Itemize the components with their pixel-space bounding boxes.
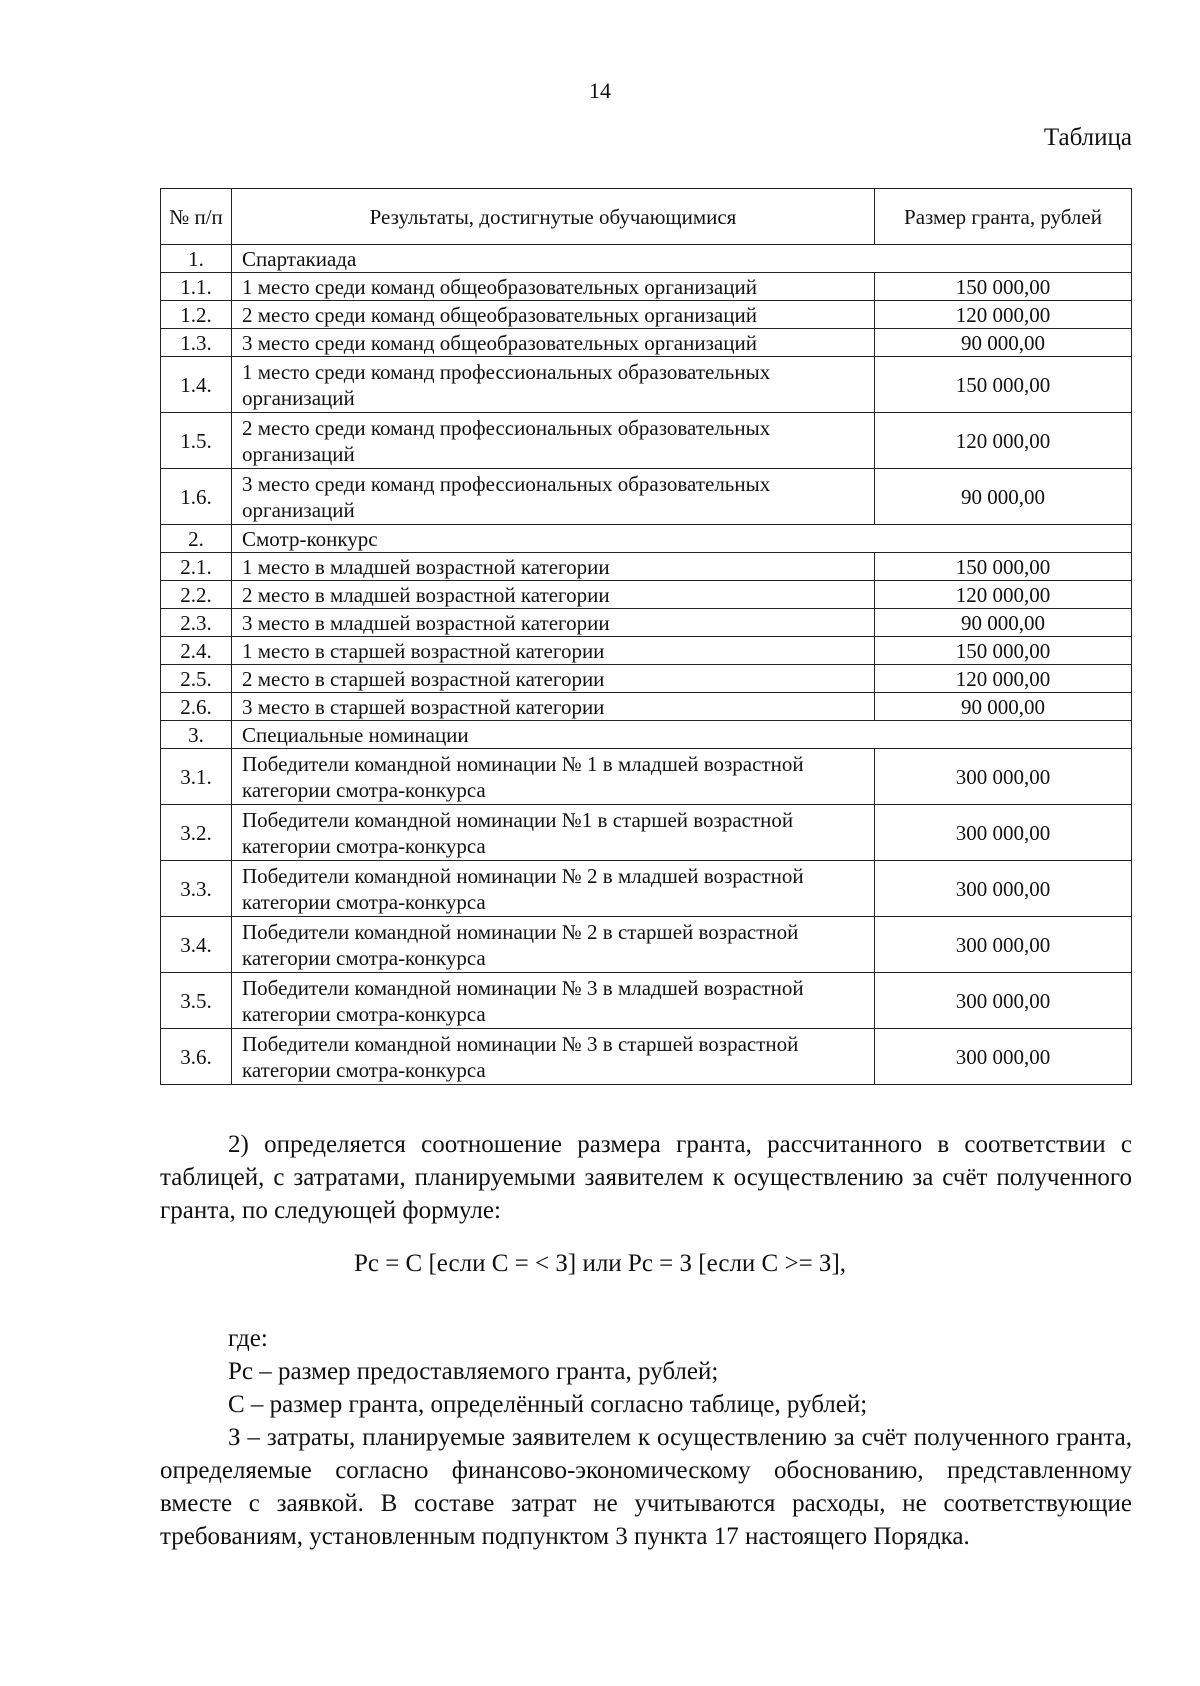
row-amount: 90 000,00 — [875, 329, 1132, 357]
row-amount: 120 000,00 — [875, 581, 1132, 609]
table-row — [161, 609, 1132, 637]
grants-table — [160, 188, 1132, 1085]
definitions-block — [160, 1355, 1132, 1553]
row-amount: 90 000,00 — [875, 609, 1132, 637]
row-number: 1.1. — [161, 273, 232, 301]
section-title: Смотр-конкурс — [232, 525, 1132, 553]
table-row — [161, 693, 1132, 721]
table-section-row — [161, 721, 1132, 749]
paragraph-formula-intro: 2) определяется соотношение размера гранта, рассчитанного в соответствии с таблицей, с затратами, планируемыми заявителем к осуществлению за счёт полученного гранта, по следующей формуле: — [160, 1131, 1132, 1224]
table-row — [161, 805, 1132, 861]
row-amount: 150 000,00 — [875, 357, 1132, 413]
definition-z: З – затраты, планируемые заявителем к осуществлению за счёт полученного гранта, определяемые согласно финансово-экономическому обоснованию, представленному вместе с заявкой. В составе затрат не учитываются расходы, не соответствующие требованиям, установленным подпунктом 3 пункта 17 настоящего Порядка. — [160, 1424, 1132, 1550]
row-result: 3 место в старшей возрастной категории — [232, 693, 875, 721]
row-number: 3.6. — [161, 1029, 232, 1085]
row-number: 1.3. — [161, 329, 232, 357]
table-row — [161, 637, 1132, 665]
table-row — [161, 917, 1132, 973]
row-number: 3.4. — [161, 917, 232, 973]
table-caption: Таблица — [1043, 124, 1132, 151]
where-label: где: — [228, 1325, 268, 1352]
row-number: 1. — [161, 245, 232, 273]
row-amount: 120 000,00 — [875, 665, 1132, 693]
row-number: 2. — [161, 525, 232, 553]
row-result: 1 место в старшей возрастной категории — [232, 637, 875, 665]
table-row — [161, 861, 1132, 917]
page-number: 14 — [589, 78, 611, 103]
table-header-row — [161, 189, 1132, 245]
definition-c: С – размер гранта, определённый согласно таблице, рублей; — [228, 1391, 868, 1418]
table-row — [161, 469, 1132, 525]
row-number: 3.5. — [161, 973, 232, 1029]
header-amount: Размер гранта, рублей — [875, 189, 1132, 245]
table-section-row — [161, 245, 1132, 273]
row-result: 2 место в старшей возрастной категории — [232, 665, 875, 693]
row-result: Победители командной номинации № 2 в младшей возрастной категории смотра-конкурса — [232, 861, 875, 917]
row-result: 3 место среди команд профессиональных образовательных организаций — [232, 469, 875, 525]
row-result: 3 место среди команд общеобразовательных организаций — [232, 329, 875, 357]
row-number: 2.5. — [161, 665, 232, 693]
table-row — [161, 273, 1132, 301]
table-section-row — [161, 525, 1132, 553]
row-result: 1 место в младшей возрастной категории — [232, 553, 875, 581]
row-number: 3.3. — [161, 861, 232, 917]
row-number: 1.2. — [161, 301, 232, 329]
row-number: 2.3. — [161, 609, 232, 637]
header-result: Результаты, достигнутые обучающимися — [232, 189, 875, 245]
row-amount: 300 000,00 — [875, 917, 1132, 973]
row-result: Победители командной номинации №1 в старшей возрастной категории смотра-конкурса — [232, 805, 875, 861]
row-amount: 90 000,00 — [875, 469, 1132, 525]
table-row — [161, 329, 1132, 357]
row-result: Победители командной номинации № 2 в старшей возрастной категории смотра-конкурса — [232, 917, 875, 973]
row-number: 1.4. — [161, 357, 232, 413]
table-row — [161, 357, 1132, 413]
row-number: 1.6. — [161, 469, 232, 525]
row-amount: 300 000,00 — [875, 749, 1132, 805]
row-amount: 300 000,00 — [875, 861, 1132, 917]
definition-rc: Рс – размер предоставляемого гранта, рублей; — [228, 1358, 719, 1385]
table-row — [161, 1029, 1132, 1085]
row-number: 3. — [161, 721, 232, 749]
row-result: 2 место среди команд общеобразовательных организаций — [232, 301, 875, 329]
row-amount: 150 000,00 — [875, 637, 1132, 665]
section-title: Специальные номинации — [232, 721, 1132, 749]
table-row — [161, 665, 1132, 693]
row-number: 2.2. — [161, 581, 232, 609]
row-amount: 150 000,00 — [875, 273, 1132, 301]
row-number: 2.6. — [161, 693, 232, 721]
row-amount: 300 000,00 — [875, 1029, 1132, 1085]
formula: Рс = С [если С = < З] или Рс = З [если С >= З], — [353, 1250, 847, 1277]
row-amount: 120 000,00 — [875, 301, 1132, 329]
table-row — [161, 581, 1132, 609]
section-title: Спартакиада — [232, 245, 1132, 273]
row-number: 3.2. — [161, 805, 232, 861]
row-result: 1 место среди команд профессиональных образовательных организаций — [232, 357, 875, 413]
row-result: Победители командной номинации № 3 в старшей возрастной категории смотра-конкурса — [232, 1029, 875, 1085]
table-body — [161, 245, 1132, 1085]
row-result: 2 место среди команд профессиональных образовательных организаций — [232, 413, 875, 469]
table-row — [161, 749, 1132, 805]
row-result: Победители командной номинации № 3 в младшей возрастной категории смотра-конкурса — [232, 973, 875, 1029]
header-num: № п/п — [161, 189, 232, 245]
row-result: 2 место в младшей возрастной категории — [232, 581, 875, 609]
row-number: 2.4. — [161, 637, 232, 665]
row-amount: 300 000,00 — [875, 973, 1132, 1029]
row-number: 2.1. — [161, 553, 232, 581]
row-result: 1 место среди команд общеобразовательных организаций — [232, 273, 875, 301]
row-result: Победители командной номинации № 1 в младшей возрастной категории смотра-конкурса — [232, 749, 875, 805]
row-amount: 300 000,00 — [875, 805, 1132, 861]
row-result: 3 место в младшей возрастной категории — [232, 609, 875, 637]
row-amount: 90 000,00 — [875, 693, 1132, 721]
row-number: 1.5. — [161, 413, 232, 469]
table-row — [161, 973, 1132, 1029]
row-amount: 120 000,00 — [875, 413, 1132, 469]
table-row — [161, 413, 1132, 469]
row-amount: 150 000,00 — [875, 553, 1132, 581]
table-row — [161, 553, 1132, 581]
table-row — [161, 301, 1132, 329]
row-number: 3.1. — [161, 749, 232, 805]
